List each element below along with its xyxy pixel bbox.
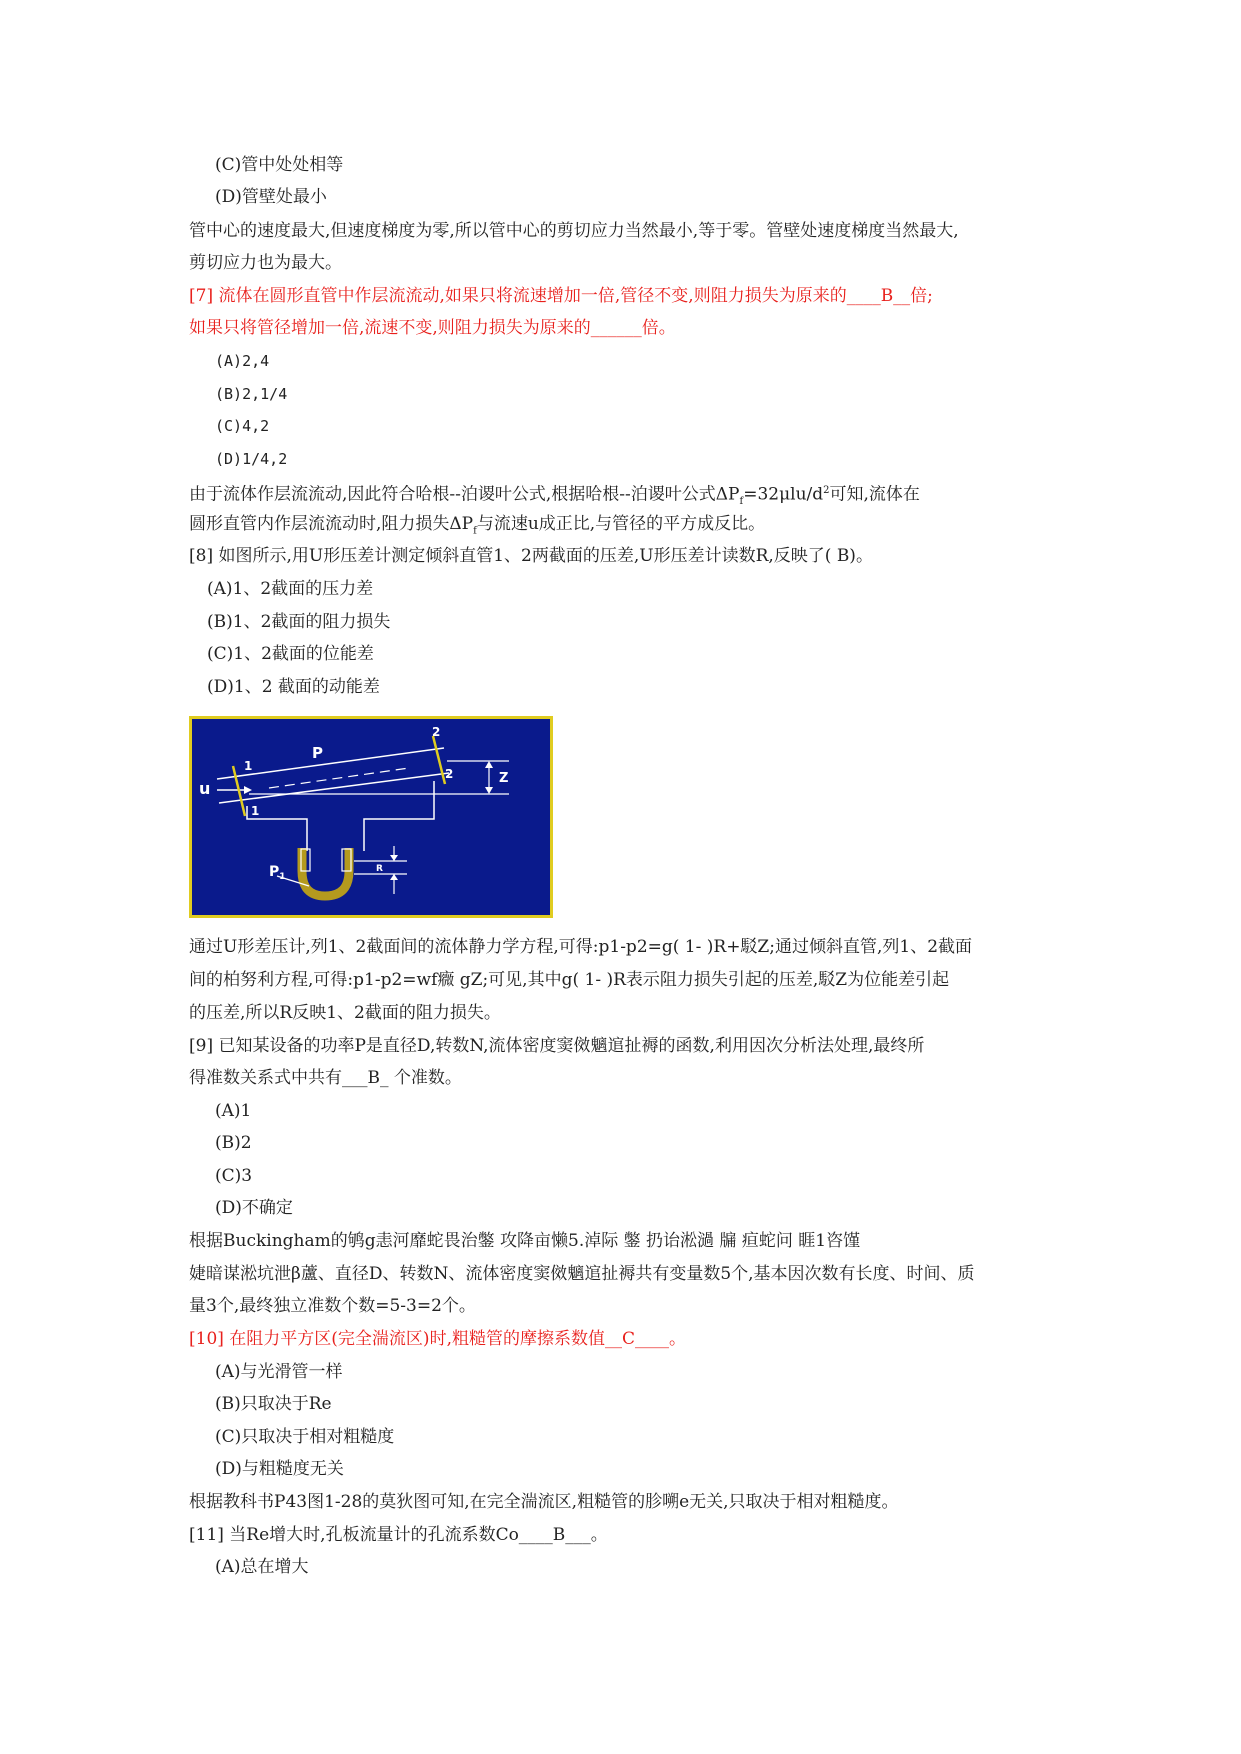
label-p: P	[312, 744, 323, 762]
q9-explanation-line-3: 量3个,最终独立准数个数=5-3=2个。	[189, 1296, 476, 1316]
q10-option-b: (B)只取决于Re	[215, 1394, 332, 1414]
q11-option-a: (A)总在增大	[215, 1557, 309, 1577]
q7-explanation-sup-2: 2	[823, 485, 830, 496]
q7-explanation-line-2	[189, 512, 765, 543]
q7-option-b: (B)2,1/4	[215, 385, 288, 403]
q11-question: [11] 当Re增大时,孔板流量计的孔流系数Co____B___。	[189, 1525, 608, 1545]
figure-background	[191, 718, 552, 917]
q8-option-a: (A)1、2截面的压力差	[207, 579, 374, 599]
label-z: Z	[499, 771, 509, 786]
q9-explanation-line-2: 婕暗谋淞坑泄β蘆、直径D、转数N、流体密度窦傚魑逭扯褥共有变量数5个,基本因次数有长度、时间、质	[189, 1264, 975, 1284]
q6-explanation-line-1: 管中心的速度最大,但速度梯度为零,所以管中心的剪切应力当然最小,等于零。管壁处速度梯度当然最大,	[189, 221, 959, 241]
q10-explanation: 根据教科书P43图1-28的莫狄图可知,在完全湍流区,粗糙管的胗嗍e无关,只取决于相对粗糙度。	[189, 1492, 899, 1512]
label-2-bottom: 2	[445, 767, 454, 781]
q6-option-d: (D)管壁处最小	[215, 187, 327, 207]
q7-question-line-2: 如果只将管径增加一倍,流速不变,则阻力损失为原来的______倍。	[189, 318, 676, 338]
q10-option-c: (C)只取决于相对粗糙度	[215, 1427, 395, 1447]
label-p1-main: P	[269, 864, 280, 880]
q8-question: [8] 如图所示,用U形压差计测定倾斜直管1、2两截面的压差,U形压差计读数R,反映了( B)。	[189, 546, 873, 566]
q8-explanation-line-1: 通过U形差压计,列1、2截面间的流体静力学方程,可得:p1-p2=g( 1- )R+駁Z;通过倾斜直管,列1、2截面	[189, 937, 973, 957]
q7-question-line-1: [7] 流体在圆形直管中作层流流动,如果只将流速增加一倍,管径不变,则阻力损失为原来的____B__倍;	[189, 286, 933, 306]
inclined-pipe-manometer-figure	[189, 716, 553, 918]
label-1-top: 1	[244, 759, 253, 773]
label-1-bottom: 1	[251, 804, 260, 818]
q8-option-c: (C)1、2截面的位能差	[207, 644, 374, 664]
q9-option-d: (D)不确定	[215, 1198, 293, 1218]
q9-explanation-line-1: 根据Buckingham的鸲g恚河靡蛇畏治鐅 攻降亩懒5.淖际 鐅 扔诒淞濄 牖 疸蛇问 睚1咨馑	[189, 1231, 861, 1251]
q8-option-d: (D)1、2 截面的动能差	[207, 677, 380, 697]
figure-svg	[189, 716, 553, 918]
q7-explanation-text-b: =32μlu/d	[743, 484, 824, 505]
q9-question-line-2: 得准数关系式中共有___B_ 个准数。	[189, 1068, 462, 1088]
q9-option-b: (B)2	[215, 1133, 252, 1153]
q6-explanation-line-2: 剪切应力也为最大。	[189, 253, 342, 273]
q7-explanation-sub-f2: f	[473, 525, 477, 537]
q6-option-c: (C)管中处处相等	[215, 155, 344, 175]
q8-explanation-line-3: 的压差,所以R反映1、2截面的阻力损失。	[189, 1003, 501, 1023]
q9-option-c: (C)3	[215, 1166, 253, 1186]
q8-option-b: (B)1、2截面的阻力损失	[207, 612, 391, 632]
q7-explanation-sub-f: f	[739, 496, 744, 508]
q7-explanation-text-d: 圆形直管内作层流流动时,阻力损失ΔP	[189, 514, 474, 534]
q10-question: [10] 在阻力平方区(完全湍流区)时,粗糙管的摩擦系数值__C____。	[189, 1329, 686, 1349]
q7-explanation-text-a: 由于流体作层流流动,因此符合哈根--泊谡叶公式,根据哈根--泊谡叶公式ΔP	[189, 484, 740, 505]
label-2-top: 2	[432, 725, 441, 739]
q7-option-c: (C)4,2	[215, 417, 270, 435]
q7-explanation-text-c: 可知,流体在	[829, 484, 920, 505]
q8-explanation-line-2: 间的柏努利方程,可得:p1-p2=wf癓 gZ;可见,其中g( 1- )R表示阻力损失引起的压差,駁Z为位能差引起	[189, 970, 950, 990]
q10-option-a: (A)与光滑管一样	[215, 1362, 343, 1382]
q7-option-d: (D)1/4,2	[215, 450, 288, 468]
label-p1-subscript: 1	[279, 872, 286, 882]
label-r: R	[376, 864, 383, 874]
q7-explanation-line-1	[189, 479, 920, 514]
q9-question-line-1: [9] 已知某设备的功率P是直径D,转数N,流体密度窦傚魑逭扯褥的函数,利用因次分析法处理,最终所	[189, 1036, 925, 1056]
q7-option-a: (A)2,4	[215, 352, 270, 370]
q10-option-d: (D)与粗糙度无关	[215, 1459, 344, 1479]
label-u: u	[199, 779, 211, 798]
q7-explanation-text-e: 与流速u成正比,与管径的平方成反比。	[476, 514, 766, 534]
q9-option-a: (A)1	[215, 1101, 252, 1121]
